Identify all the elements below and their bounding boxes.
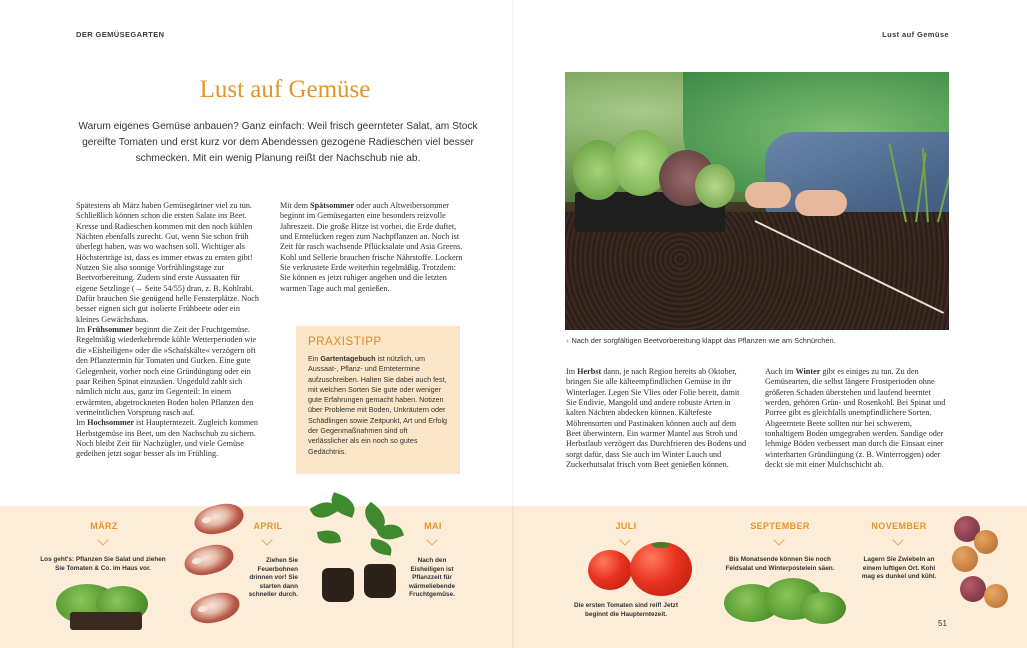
calendar-text-juli: Die ersten Tomaten sind reif! Jetzt beginnt die Haupterntezeit.: [574, 602, 678, 618]
chevron-down-icon: [262, 540, 274, 546]
paragraph-prefix: Mit dem: [280, 201, 311, 210]
chevron-down-icon: [620, 540, 632, 546]
text-column-3: [566, 367, 751, 470]
photo-hand: [795, 190, 847, 216]
paragraph-prefix: Im: [566, 367, 578, 376]
chevron-down-icon: [893, 540, 905, 546]
calendar-text-november: Lagern Sie Zwiebeln an einem luftigen Ort. Kohl mag es dunkel und kühl.: [861, 556, 937, 581]
month-mai: MAI: [424, 521, 442, 531]
month-maerz: MÄRZ: [90, 521, 118, 531]
feldsalat-image: [800, 592, 846, 624]
photo-caption: [566, 336, 836, 345]
paragraph: ist Haupterntezeit. Zugleich kommen Herbstgemüse ins Beet, um den Nachschub zu sichern. Noch bleibt Zeit für Nachzügler, und viele Gemüse gedeihen jetzt sogar besser als im Frühling.: [76, 418, 258, 459]
tip-keyword: Gartentagebuch: [320, 354, 376, 363]
arrow-bullet-icon: ›: [566, 336, 569, 345]
tomato-image: [588, 550, 632, 590]
paragraph: oder auch Altweibersommer beginnt im Gemüsegarten eine besonders reizvolle Jahreszeit. Die große Hitze ist vorbei, die Erde duftet, und Erntelücken regen zum Nachpflanzen an. Noch ist Zeit für rasch wachsende Pflücksalate und Asia Greens. Kohl und Sellerie brauchen frische Nährstoffe. Lockern Sie verkrustete Erde weiterhin regelmäßig. Trotzdem: Sie können es jetzt ruhiger angehen und die letzten warmen Tage auch mal genießen.: [280, 201, 463, 293]
seedling-pot-image: [322, 568, 354, 602]
month-september: SEPTEMBER: [750, 521, 810, 531]
onion-braid-image: [952, 546, 978, 572]
photo-hand: [745, 182, 791, 208]
band-gutter: [512, 506, 514, 648]
calendar-text-maerz: Los geht's: Pflanzen Sie Salat und ziehen Sie Tomaten & Co. im Haus vor.: [40, 556, 166, 572]
keyword: Spätsommer: [310, 201, 355, 210]
onion-braid-image: [974, 530, 998, 554]
paragraph-prefix: Auch im: [765, 367, 796, 376]
planting-photo: [565, 72, 949, 330]
tip-prefix: Ein: [308, 354, 321, 363]
keyword: Herbst: [577, 367, 602, 376]
tomato-stem: [652, 542, 670, 548]
page-number: 51: [938, 619, 947, 628]
caption-text: Nach der sorgfältigen Beetvorbereitung klappt das Pflanzen wie am Schnürchen.: [571, 336, 836, 345]
month-april: APRIL: [253, 521, 283, 531]
keyword: Winter: [795, 367, 821, 376]
onion-braid-image: [960, 576, 986, 602]
paragraph: gibt es einiges zu tun. Zu den Gemüsearten, die selbst längere Frostperioden ohne größeren Schaden überstehen und laufend beerntet werden, gehören Grün- und Rosenkohl. Bei Spinat und Porree gibt es gleichfalls unempfindlichere Sorten. Abgeerntete Beete sollten nur bei schwerem, tonhaltigem Boden umgegraben werden. Sandige oder lehmige Böden verbessert man durch die Einsaat einer winterharten Gründüngung (z. B. Winterroggen) oder deckt sie mit einer Mulchschicht ab.: [765, 367, 946, 470]
month-november: NOVEMBER: [871, 521, 927, 531]
text-column-1: [76, 201, 259, 460]
tip-text: [308, 354, 448, 457]
tip-title: PRAXISTIPP: [308, 336, 382, 348]
calendar-text-september: Bis Monatsende können Sie noch Feldsalat und Winterpostelein säen.: [725, 556, 835, 572]
running-head-left: DER GEMÜSEGARTEN: [76, 30, 165, 39]
lead-paragraph: Warum eigenes Gemüse anbauen? Ganz einfach: Weil frisch geernteter Salat, am Stock gereifte Tomaten und erst kurz vor dem Abendessen gezogene Radieschen viel besser schmecken. Mit ein wenig Planung reißt der Nachschub nie ab.: [78, 121, 478, 164]
keyword: Hochsommer: [87, 418, 134, 428]
seedling-pot-image: [70, 612, 142, 630]
onion-braid-image: [984, 584, 1008, 608]
running-head-right: Lust auf Gemüse: [882, 30, 949, 39]
photo-lettuce: [695, 164, 735, 208]
paragraph: Spätestens ab März haben Gemüsegärtner viel zu tun. Schließlich können schon die ersten Salate ins Beet. Kresse und Radieschen kommen mit den noch kühlen Nächten ebenfalls zurecht. Gut, wenn Sie schon früh überlegt haben, was wo wachsen soll. Wichtiger als Höchsterträge ist, dass es immer etwas zu ernten gibt! Nutzen Sie also sonnige Vorfrühlingstage zur Beetvorbereitung. Zudem sind erste Aussaaten für eigene Setzlinge (→ Seite 54/55) dran, z. B. Kohlrabi. Dafür brauchen Sie genügend helle Fensterplätze. Noch besser eignen sich gut isolierte Frühbeete oder ein kleines Gewächshaus.: [76, 201, 260, 324]
tomato-image: [630, 542, 692, 596]
paragraph: dann, je nach Region bereits ab Oktober, bringen Sie alle kälteempfindlichen Gemüse in ihr Winterlager. Legen Sie Vlies oder Folie bereit, damit Sie Endivie, Mangold und andere robuste Arten in kalten Nächten abdecken können. Kältefeste Möhrensorten und Pastinaken können auch auf dem Beet überwintern. Ein warmer Mantel aus Stroh und Herbstlaub verzögert das Durchfrieren des Bodens und sorgt dafür, dass Sie auch im Winter Lauch und Zuckerhutsalat frisch vom Beet genießen können.: [566, 367, 747, 470]
paragraph-prefix: Im: [76, 325, 88, 335]
tip-body: ist nützlich, um Aussaat-, Pflanz- und Erntetermine aufzuschreiben. Halten Sie dabei auch fest, mit welchen Sorten Sie gute oder weniger gute Erfahrungen gemacht haben. Notizen über Probleme mit Boden, Unkräutern oder Schädlingen sowie Zeitpunkt, Art und Erfolg der Gegenmaßnahmen sind oft verlässlicher als ein noch so gutes Gedächtnis.: [308, 354, 448, 456]
chevron-down-icon: [427, 540, 439, 546]
chevron-down-icon: [774, 540, 786, 546]
chevron-down-icon: [98, 540, 110, 546]
calendar-text-mai: Nach den Eisheiligen ist Pflanzzeit für wärmeliebende Fruchtgemüse.: [408, 557, 456, 599]
text-column-4: [765, 367, 949, 470]
tip-box: [296, 326, 460, 474]
keyword: Frühsommer: [87, 325, 134, 335]
calendar-text-april: Ziehen Sie Feuerbohnen drinnen vor! Sie starten dann schneller durch.: [248, 557, 298, 599]
paragraph-prefix: Im: [76, 418, 88, 428]
month-juli: JULI: [615, 521, 637, 531]
paragraph: beginnt die Zeit der Fruchtgemüse. Regelmäßig wiederkehrende kühle Wetterperioden wie die »Eisheiligen« oder die »Schafskälte« verzögern oft den Pflanztermin für Tomaten und Gurken. Eine gute Gelegenheit, vorher noch eine Gründüngung oder ein paar Reihen Spinat einzusäen. Ungeduld zahlt sich nämlich nicht aus, ganz im Gegenteil: In einem erwärmten, abgetrockneten Boden holen Pflanzen den vermeintlichen Vorsprung rasch auf.: [76, 325, 257, 417]
text-column-2: [280, 201, 464, 294]
page-title: Lust auf Gemüse: [199, 76, 371, 103]
seedling-pot-image: [364, 564, 396, 598]
